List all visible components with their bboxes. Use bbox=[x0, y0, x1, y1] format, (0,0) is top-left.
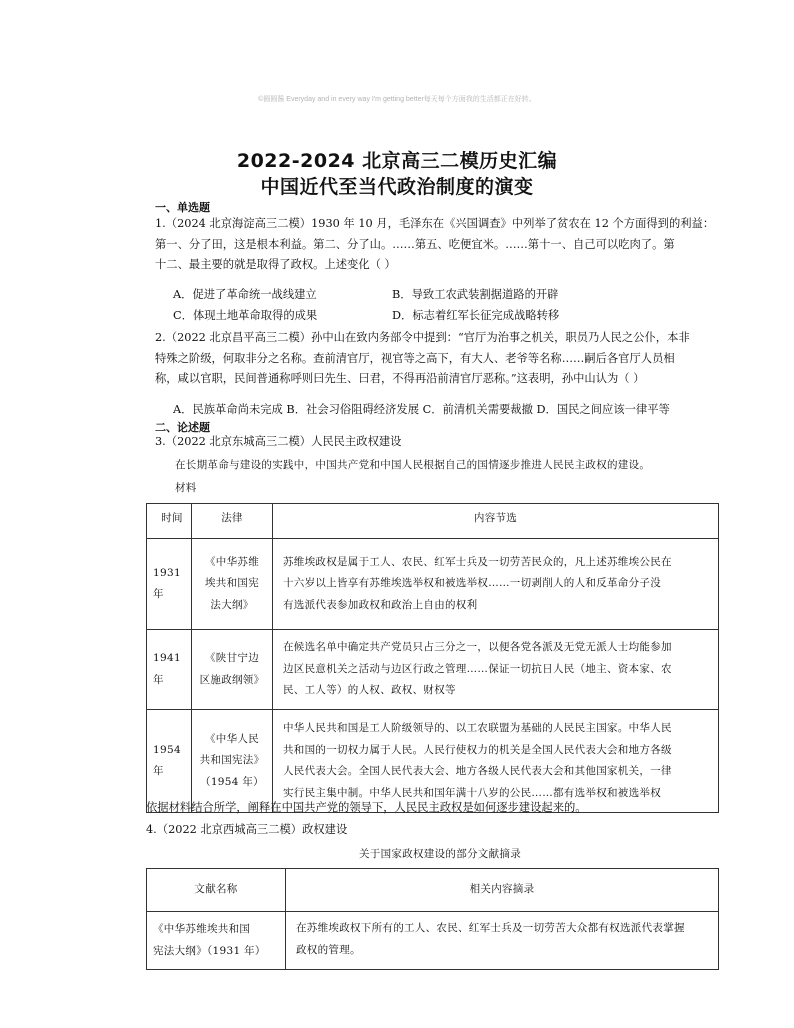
table-header-excerpt: 相关内容摘录 bbox=[286, 869, 719, 912]
law-line: 《中华人民 bbox=[205, 732, 259, 745]
time-year: 1941 bbox=[153, 652, 181, 664]
question-3-intro: 在长期革命与建设的实践中，中国共产党和中国人民根据自己的国情逐步推进人民民主政权的建设。 bbox=[175, 459, 651, 471]
section-heading-essay: 二、论述题 bbox=[155, 421, 210, 434]
question-2-line: 特殊之阶级，何取非分之名称。查前清官厅，视官等之高下，有大人、老爷等名称……嗣后各官厅人员相 bbox=[155, 351, 675, 365]
table-header-name: 文献名称 bbox=[147, 869, 286, 912]
question-1-line: 十二、最主要的就是取得了政权。上述变化（ ） bbox=[155, 258, 396, 271]
question-2-options: A．民族革命尚未完成 B．社会习俗阻碍经济发展 C．前清机关需要裁撤 D．国民之间应该一律平等 bbox=[173, 403, 670, 416]
time-unit: 年 bbox=[153, 765, 164, 777]
question-2-line: 2.（2022 北京昌平高三二模）孙中山在致内务部令中提到：“官厅为治事之机关，职员乃人民之公仆，本非 bbox=[155, 331, 690, 344]
page-subtitle: 中国近代至当代政治制度的演变 bbox=[260, 176, 534, 198]
table-header-row bbox=[147, 869, 719, 912]
page-title: 2022-2024 北京高三二模历史汇编 bbox=[236, 150, 558, 172]
table-cell-name bbox=[147, 912, 286, 970]
table-header-row bbox=[147, 504, 719, 539]
content-line: 在候选名单中确定共产党员只占三分之一，以便各党各派及无党无派人士均能参加 bbox=[283, 641, 672, 654]
content-line: 边区民意机关之活动与边区行政之管理……保证一切抗日人民（地主、资本家、农 bbox=[283, 662, 672, 675]
question-1-line: 1.（2024 北京海淀高三二模）1930 年 10 月，毛泽东在《兴国调查》中列举了贫农在 12 个方面得到的利益： bbox=[155, 217, 715, 230]
question-1-option-a: A．促进了革命统一战线建立 bbox=[173, 288, 317, 301]
question-3-title: 3.（2022 北京东城高三二模）人民民主政权建设 bbox=[155, 435, 402, 448]
content-line: 共和国的一切权力属于人民。人民行使权力的机关是全国人民代表大会和地方各级 bbox=[283, 743, 672, 756]
content-line: 苏维埃政权是属于工人、农民、红军士兵及一切劳苦民众的，凡上述苏维埃公民在 bbox=[283, 555, 672, 568]
time-year: 1931 bbox=[153, 566, 181, 579]
law-line: 共和国宪法》 bbox=[199, 754, 265, 767]
content-line: 实行民主集中制。中华人民共和国年满十八岁的公民……都有选举权和被选举权 bbox=[283, 786, 661, 799]
table-cell-time bbox=[147, 539, 192, 630]
content-line: 人民代表大会。全国人民代表大会、地方各级人民代表大会和其他国家机关，一律 bbox=[283, 765, 672, 777]
table-row bbox=[147, 539, 719, 630]
content-line: 在苏维埃政权下所有的工人、农民、红军士兵及一切劳苦大众都有权选派代表掌握 bbox=[296, 922, 685, 934]
table-row bbox=[147, 912, 719, 970]
question-1-option-b: B．导致工农武装割据道路的开辟 bbox=[392, 288, 559, 301]
content-line: 十六岁以上皆享有苏维埃选举权和被选举权……一切剥削人的人和反革命分子没 bbox=[283, 577, 661, 590]
law-line: 法大纲》 bbox=[210, 598, 254, 611]
law-line: 区施政纲领》 bbox=[199, 673, 265, 686]
question-3-prompt: 依据材料结合所学，阐释在中国共产党的领导下，人民民主政权是如何逐步建设起来的。 bbox=[146, 801, 587, 814]
law-line: （1954 年） bbox=[200, 775, 264, 788]
time-year: 1954 bbox=[153, 743, 181, 756]
question-4-title: 4.（2022 北京西城高三二模）政权建设 bbox=[146, 823, 348, 836]
question-1 bbox=[155, 214, 720, 276]
name-line: 《中华苏维埃共和国 bbox=[153, 923, 251, 935]
table-cell-content bbox=[273, 539, 719, 630]
question-1-option-c: C．体现土地革命取得的成果 bbox=[173, 309, 318, 322]
law-line: 埃共和国宪 bbox=[205, 577, 259, 590]
section-heading-single-choice: 一、单选题 bbox=[155, 201, 210, 214]
law-line: 《陕甘宁边 bbox=[205, 652, 259, 664]
document-table bbox=[146, 868, 719, 970]
question-1-option-d: D．标志着红军长征完成战略转移 bbox=[392, 309, 560, 322]
content-line: 有选派代表参加政权和政治上自由的权利 bbox=[283, 598, 478, 611]
time-unit: 年 bbox=[153, 588, 164, 600]
material-label: 材料 bbox=[175, 482, 197, 494]
table-cell-content bbox=[273, 630, 719, 710]
table-row bbox=[147, 630, 719, 710]
table-cell-law bbox=[192, 539, 273, 630]
question-2 bbox=[155, 328, 720, 390]
law-table bbox=[146, 503, 719, 813]
name-line: 宪法大纲》（1931 年） bbox=[153, 944, 266, 957]
question-2-line: 称，咸以官职，民间普通称呼则曰先生、曰君，不得再沿前清官厅恶称。”这表明，孙中山认为（ ） bbox=[155, 372, 645, 385]
content-line: 民、工人等）的人权、政权、财权等 bbox=[283, 684, 456, 697]
time-unit: 年 bbox=[153, 673, 164, 686]
content-line: 中华人民共和国是工人阶级领导的、以工农联盟为基础的人民民主国家。中华人民 bbox=[283, 722, 672, 734]
table-cell-excerpt bbox=[286, 912, 719, 970]
table-cell-law bbox=[192, 630, 273, 710]
question-1-line: 第一、分了田，这是根本利益。第二、分了山。……第五、吃便宜米。……第十一、自己可以吃肉了。第 bbox=[155, 237, 675, 251]
table-caption: 关于国家政权建设的部分文献摘录 bbox=[359, 848, 521, 860]
law-line: 《中华苏维 bbox=[205, 555, 259, 568]
watermark-text: ©圆圆酱 Everyday and in every way I'm getting better每天每个方面我的生活都正在好转。 bbox=[258, 96, 536, 103]
table-header-time: 时间 bbox=[147, 504, 192, 539]
table-header-law: 法律 bbox=[192, 504, 273, 539]
table-cell-time bbox=[147, 630, 192, 710]
content-line: 政权的管理。 bbox=[296, 943, 361, 956]
table-header-content: 内容节选 bbox=[273, 504, 719, 539]
